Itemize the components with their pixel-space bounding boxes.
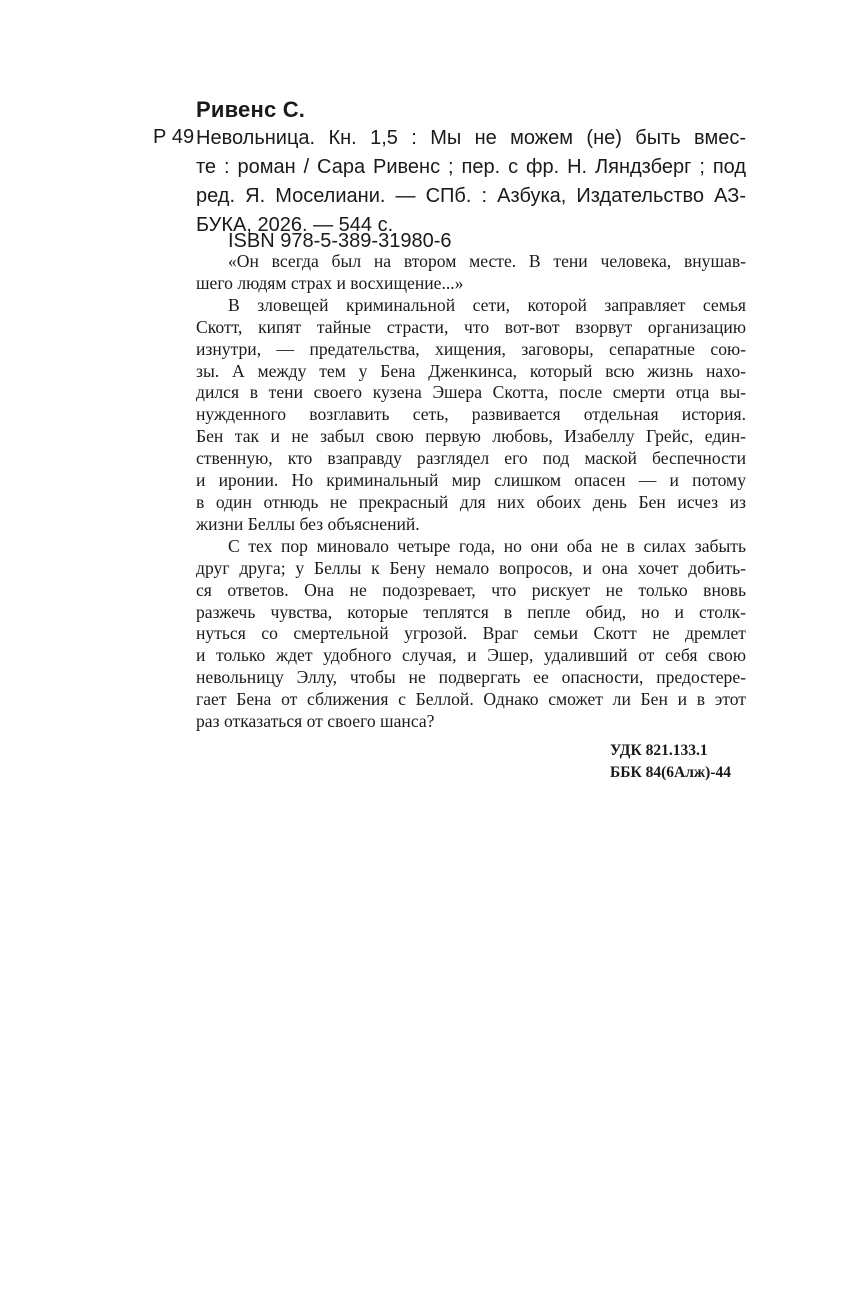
annotation-line: друг друга; у Беллы к Бену немало вопросов, и она хочет добить- [196, 557, 746, 578]
annotation-line: С тех пор миновало четыре года, но они оба не в силах забыть [228, 535, 746, 556]
bibliographic-entry [196, 124, 746, 240]
annotation-line: жизни Беллы без объяснений. [196, 513, 420, 534]
annotation-line: Бен так и не забыл свою первую любовь, Изабеллу Грейс, един- [196, 426, 746, 447]
annotation-line: ственную, кто взаправду разглядел его под маской беспечности [196, 448, 746, 469]
annotation-quote-line: шего людям страх и восхищение...» [196, 272, 464, 293]
entry-line: ред. Я. Моселиани. — СПб. : Азбука, Издательство АЗ- [196, 185, 746, 207]
annotation-line: в один отнюдь не прекрасный для них обоих день Бен исчез из [196, 491, 746, 512]
annotation-line: раз отказаться от своего шанса? [196, 711, 435, 732]
isbn: ISBN 978-5-389-31980-6 [228, 230, 452, 252]
annotation-line: разжечь чувства, которые теплятся в пепле обид, но и столк- [196, 601, 746, 622]
annotation-line: дился в тени своего кузена Эшера Скотта, после смерти отца вы- [196, 382, 746, 403]
annotation-line: ся ответов. Она не подозревает, что рискует не только вновь [196, 579, 746, 600]
annotation-line: изнутри, — предательства, хищения, заговоры, сепаратные сою- [196, 338, 746, 359]
annotation-line: невольницу Эллу, чтобы не подвергать ее опасности, предостере- [196, 667, 746, 688]
annotation-line: и иронии. Но криминальный мир слишком опасен — и потому [196, 470, 746, 491]
entry-line: Невольница. Кн. 1,5 : Мы не можем (не) быть вмес- [196, 127, 746, 149]
udk-code: УДК 821.133.1 [610, 742, 708, 759]
annotation [196, 251, 746, 733]
bbk-code: ББК 84(6Алж)-44 [610, 764, 731, 781]
classification-codes [610, 740, 731, 784]
annotation-line: нужденного возглавить сеть, развивается отдельная история. [196, 404, 746, 425]
annotation-line: нуться со смертельной угрозой. Враг семьи Скотт не дремлет [196, 623, 746, 644]
catalog-code: Р 49 [153, 126, 195, 148]
entry-line: те : роман / Сара Ривенс ; пер. с фр. Н. Ляндзберг ; под [196, 156, 746, 178]
annotation-line: Скотт, кипят тайные страсти, что вот-вот взорвут организацию [196, 316, 746, 337]
annotation-line: гает Бена от сближения с Беллой. Однако сможет ли Бен и в этот [196, 689, 746, 710]
entry-line: БУКА, 2026. — 544 с. [196, 214, 394, 236]
annotation-quote-line: «Он всегда был на втором месте. В тени человека, внушав- [228, 251, 746, 271]
author-heading: Ривенс С. [196, 97, 306, 122]
annotation-line: В зловещей криминальной сети, которой заправляет семья [228, 294, 746, 315]
annotation-line: зы. А между тем у Бена Дженкинса, который всю жизнь нахо- [196, 360, 746, 381]
annotation-line: и только ждет удобного случая, и Эшер, удаливший от себя свою [196, 645, 746, 666]
